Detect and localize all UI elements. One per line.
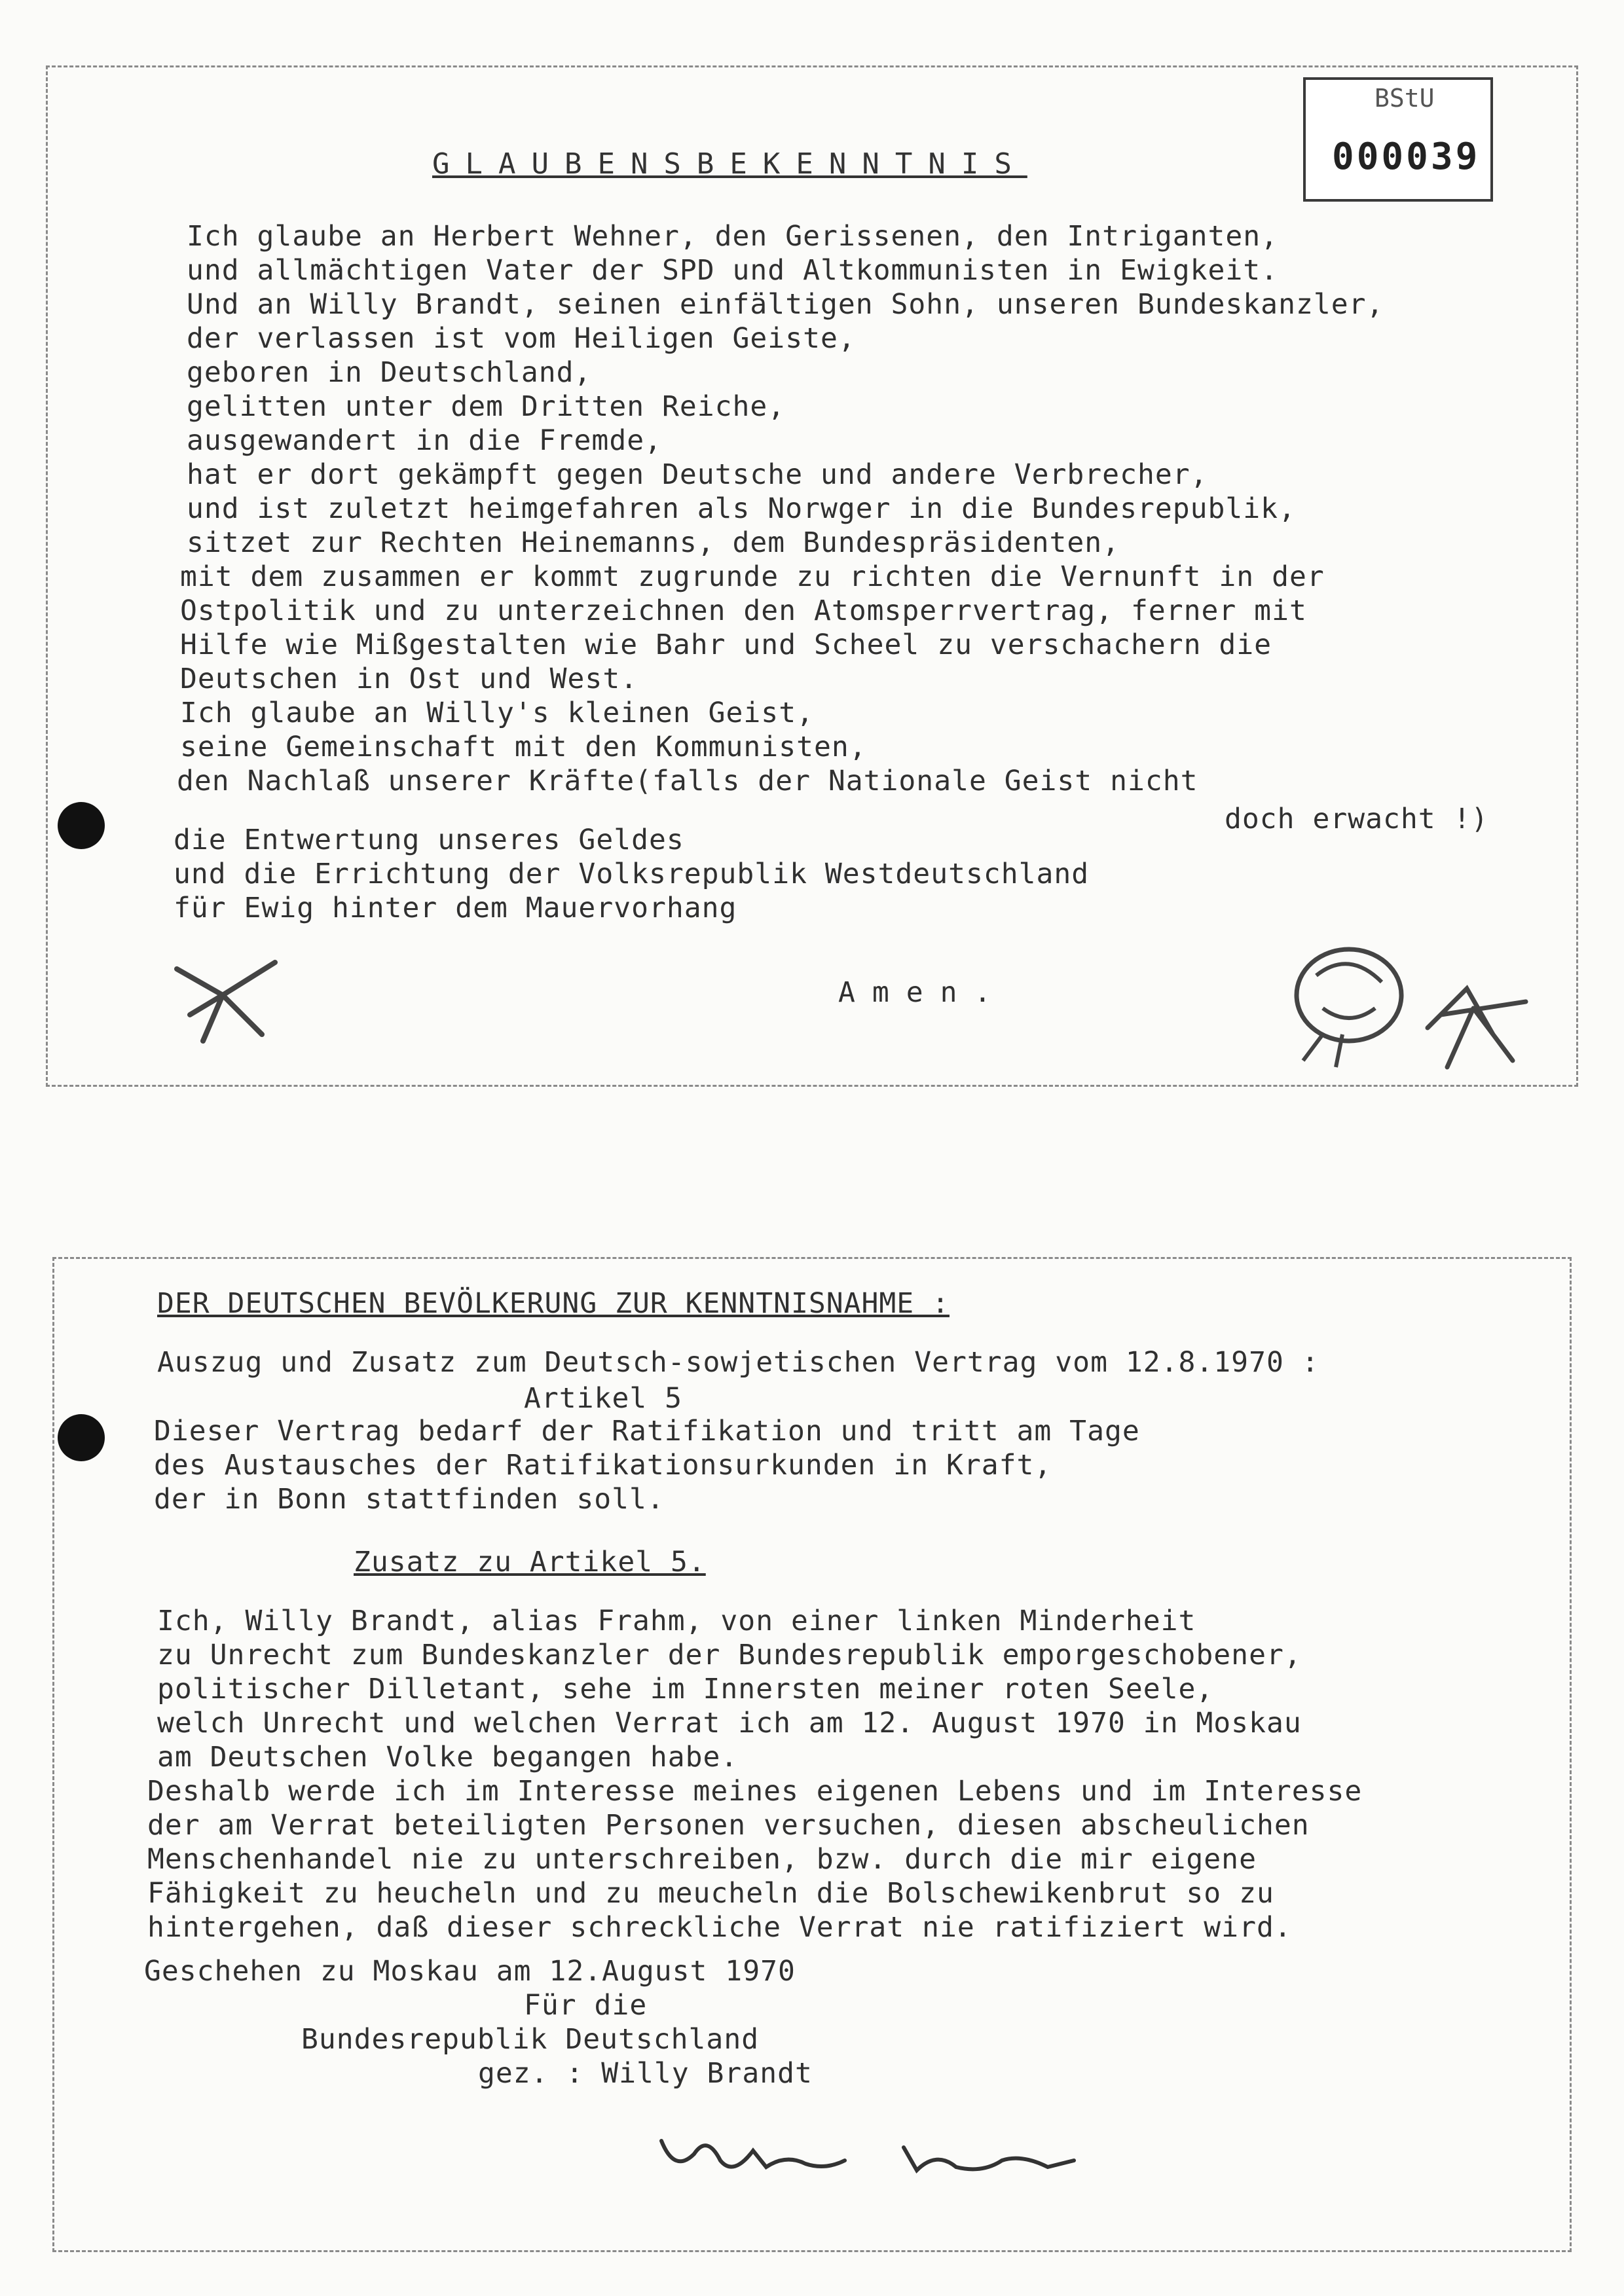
addendum-line: zu Unrecht zum Bundeskanzler der Bundesrepublik emporgeschobener,: [157, 1639, 1302, 1671]
creed-line: Deutschen in Ost und West.: [180, 663, 638, 695]
creed-line: doch erwacht !): [1225, 803, 1489, 835]
creed-line: und die Errichtung der Volksrepublik Westdeutschland: [174, 858, 1090, 890]
punch-hole-upper: [58, 802, 105, 849]
article-line: Dieser Vertrag bedarf der Ratifikation und tritt am Tage: [154, 1415, 1140, 1448]
addendum-line: politischer Dilletant, sehe im Innersten meiner roten Seele,: [157, 1673, 1214, 1705]
addendum-line: Fähigkeit zu heucheln und zu meucheln die Bolschewikenbrut so zu: [147, 1877, 1274, 1910]
creed-line: mit dem zusammen er kommt zugrunde zu richten die Vernunft in der: [180, 560, 1325, 593]
creed-line: Hilfe wie Mißgestalten wie Bahr und Scheel zu verschachern die: [180, 629, 1272, 661]
treaty-heading: DER DEUTSCHEN BEVÖLKERUNG ZUR KENNTNISNAHME :: [157, 1287, 950, 1320]
article-title: Artikel 5: [524, 1382, 682, 1415]
star-doodle-left: [164, 943, 288, 1054]
creed-line: der verlassen ist vom Heiligen Geiste,: [187, 322, 856, 355]
creed-line: gelitten unter dem Dritten Reiche,: [187, 390, 786, 423]
closing-country: Bundesrepublik Deutschland: [301, 2023, 760, 2056]
archive-stamp: [1303, 77, 1493, 202]
closing-signed: gez. : Willy Brandt: [478, 2057, 813, 2090]
closing-for: Für die: [524, 1989, 648, 2022]
handwritten-signature: [655, 2115, 1087, 2187]
addendum-title: Zusatz zu Artikel 5.: [354, 1546, 706, 1578]
addendum-line: Ich, Willy Brandt, alias Frahm, von einer linken Minderheit: [157, 1605, 1196, 1637]
creed-line: und ist zuletzt heimgefahren als Norwger in die Bundesrepublik,: [187, 492, 1296, 525]
creed-line: und allmächtigen Vater der SPD und Altkommunisten in Ewigkeit.: [187, 254, 1279, 287]
creed-line: sitzet zur Rechten Heinemanns, dem Bundespräsidenten,: [187, 526, 1120, 559]
creed-line: den Nachlaß unserer Kräfte(falls der Nationale Geist nicht: [177, 765, 1198, 797]
stamp-number: 000039: [1332, 136, 1481, 178]
addendum-line: Menschenhandel nie zu unterschreiben, bzw. durch die mir eigene: [147, 1843, 1257, 1876]
article-line: der in Bonn stattfinden soll.: [154, 1483, 665, 1516]
addendum-line: hintergehen, daß dieser schreckliche Verrat nie ratifiziert wird.: [147, 1911, 1292, 1944]
addendum-line: Deshalb werde ich im Interesse meines eigenen Lebens und im Interesse: [147, 1775, 1363, 1808]
addendum-line: welch Unrecht und welchen Verrat ich am 12. August 1970 in Moskau: [157, 1707, 1302, 1740]
creed-line: seine Gemeinschaft mit den Kommunisten,: [180, 731, 867, 763]
addendum-line: am Deutschen Volke begangen habe.: [157, 1741, 739, 1774]
creed-line: für Ewig hinter dem Mauervorhang: [174, 892, 737, 924]
stamp-label: BStU: [1375, 84, 1435, 113]
creed-line: ausgewandert in die Fremde,: [187, 424, 662, 457]
addendum-line: der am Verrat beteiligten Personen versuchen, diesen abscheulichen: [147, 1809, 1310, 1842]
fist-doodle-right: [1277, 936, 1539, 1080]
treaty-subheading: Auszug und Zusatz zum Deutsch-sowjetischen Vertrag vom 12.8.1970 :: [157, 1346, 1320, 1379]
creed-line: Ich glaube an Willy's kleinen Geist,: [180, 697, 814, 729]
creed-line: Ostpolitik und zu unterzeichnen den Atomsperrvertrag, ferner mit: [180, 594, 1307, 627]
creed-line: die Entwertung unseres Geldes: [174, 824, 684, 856]
amen-text: Amen.: [838, 976, 1008, 1009]
article-line: des Austausches der Ratifikationsurkunden in Kraft,: [154, 1449, 1052, 1482]
creed-title: GLAUBENSBEKENNTNIS: [432, 147, 1027, 181]
closing-line: Geschehen zu Moskau am 12.August 1970: [144, 1955, 796, 1988]
creed-line: hat er dort gekämpft gegen Deutsche und andere Verbrecher,: [187, 458, 1208, 491]
creed-line: geboren in Deutschland,: [187, 356, 592, 389]
creed-line: Ich glaube an Herbert Wehner, den Gerissenen, den Intriganten,: [187, 220, 1279, 253]
creed-line: Und an Willy Brandt, seinen einfältigen Sohn, unseren Bundeskanzler,: [187, 288, 1384, 321]
